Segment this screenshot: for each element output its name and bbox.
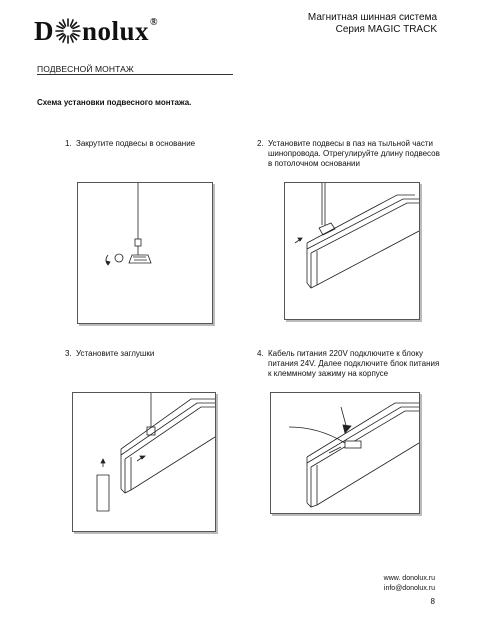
header-line1: Магнитная шинная система [307,12,437,23]
website-link[interactable]: www. donolux.ru [383,575,435,582]
logo-suffix: nolux [82,16,150,46]
step-2 [257,139,447,173]
step-text: Установите заглушки [76,349,155,358]
end-cap-drawing [73,393,215,531]
step-text: Кабель питания 220V подключите к блоку питания 24V. Далее подключите блок питания к клеммному зажиму на корпусе [268,349,440,378]
step-number: 1. [65,139,72,148]
track-suspension-drawing [285,183,419,319]
sun-icon [55,18,81,44]
section-title: ПОДВЕСНОЙ МОНТАЖ [37,64,134,74]
step-3 [65,349,235,361]
header-line2: Серия MAGIC TRACK [335,24,437,35]
step-1 [65,139,235,151]
power-cable-drawing [271,393,419,513]
step-number: 4. [257,349,264,358]
email-link[interactable]: info@donolux.ru [383,585,435,592]
illustration-step-1 [77,182,213,324]
header-series [308,12,437,36]
brand-logo [34,16,158,46]
step-text: Установите подвесы в паз на тыльной части шинопровода. Отрегулируйте длину подвесов в потолочном основании [268,139,440,168]
step-number: 2. [257,139,264,148]
page-number: 8 [430,597,435,606]
illustration-step-3 [72,392,216,532]
step-4 [257,349,447,383]
step-text: Закрутите подвесы в основание [76,139,196,148]
page-subtitle: Схема установки подвесного монтажа. [37,98,192,107]
section-divider [37,74,233,75]
illustration-step-4 [270,392,420,514]
suspension-screw-drawing [78,183,212,323]
step-number: 3. [65,349,72,358]
footer-contacts [384,574,435,594]
logo-prefix: D [34,16,54,46]
registered-mark: ® [150,17,159,28]
illustration-step-2 [284,182,420,320]
